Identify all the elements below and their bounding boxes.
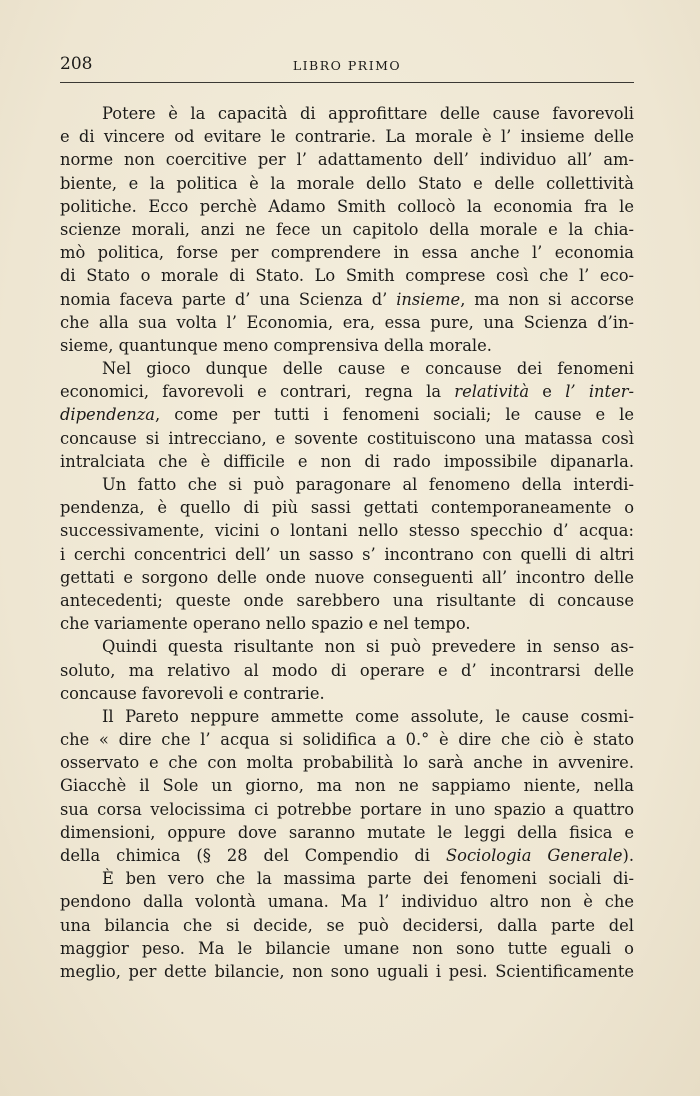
text-line: Potere è la capacità di approfittare delle cause favorevoli: [102, 104, 634, 123]
text-line: pendono dalla volontà umana. Ma l’ individuo altro non è che: [60, 892, 634, 912]
text-line: osservato e che con molta probabilità lo sarà anche in avvenire.: [60, 753, 634, 773]
text-line: dipendenza, come per tutti i fenomeni sociali; le cause e le: [60, 405, 634, 425]
text-line: gettati e sorgono delle onde nuove conseguenti all’ incontro delle: [60, 567, 634, 587]
text-line: di Stato o morale di Stato. Lo Smith comprese così che l’ eco-: [60, 266, 634, 286]
text-line: antecedenti; queste onde sarebbero una risultante di concause: [60, 590, 634, 610]
text-line: pendenza, è quello di più sassi gettati contemporaneamente o: [60, 498, 634, 518]
text-line: concause si intrecciano, e sovente costituiscono una matassa così: [60, 428, 634, 448]
text-line: Un fatto che si può paragonare al fenomeno della interdi-: [102, 475, 634, 494]
text-line: maggior peso. Ma le bilancie umane non sono tutte eguali o: [60, 938, 634, 958]
text-line: sieme, quantunque meno comprensiva della morale.: [60, 335, 492, 355]
text-line: politiche. Ecco perchè Adamo Smith collocò la economia fra le: [60, 196, 634, 216]
text-line: norme non coercitive per l’ adattamento dell’ individuo all’ am-: [60, 150, 634, 170]
text-line: nomia faceva parte d’ una Scienza d’ insieme, ma non si accorse: [60, 289, 634, 309]
text-line: Quindi questa risultante non si può prevedere in senso as-: [102, 637, 634, 657]
text-line: che « dire che l’ acqua si solidifica a 0.° è dire che ciò è stato: [60, 730, 634, 750]
text-line: e di vincere od evitare le contrarie. La morale è l’ insieme delle: [60, 127, 634, 147]
running-head: LIBRO PRIMO: [292, 58, 402, 73]
text-line: concause favorevoli e contrarie.: [60, 683, 325, 703]
text-line: che variamente operano nello spazio e nel tempo.: [60, 614, 471, 634]
text-line: economici, favorevoli e contrari, regna la relatività e l’ inter-: [60, 382, 634, 402]
text-line: che alla sua volta l’ Economia, era, essa pure, una Scienza d’in-: [60, 312, 634, 332]
text-line: meglio, per dette bilancie, non sono uguali i pesi. Scientificamente: [60, 961, 634, 981]
page-number: 208: [60, 54, 93, 74]
text-line: scienze morali, anzi ne fece un capitolo della morale e la chia-: [60, 219, 634, 239]
text-line: i cerchi concentrici dell’ un sasso s’ incontrano con quelli di altri: [60, 544, 634, 564]
text-line: Il Pareto neppure ammette come assolute, le cause cosmi-: [102, 706, 634, 726]
page-header: [60, 52, 634, 83]
text-line: della chimica (§ 28 del Compendio di Sociologia Generale).: [60, 846, 634, 865]
text-line: Nel gioco dunque delle cause e concause dei fenomeni: [102, 359, 634, 379]
text-line: soluto, ma relativo al modo di operare e d’ incontrarsi delle: [60, 660, 634, 680]
text-line: sua corsa velocissima ci potrebbe portare in uno spazio a quattro: [60, 799, 634, 819]
text-line: mò politica, forse per comprendere in essa anche l’ economia: [60, 243, 634, 263]
text-line: Giacchè il Sole un giorno, ma non ne sappiamo niente, nella: [60, 776, 634, 796]
text-line: dimensioni, oppure dove saranno mutate le leggi della fisica e: [60, 822, 634, 842]
text-line: biente, e la politica è la morale dello Stato e delle collettività: [60, 173, 634, 193]
text-line: È ben vero che la massima parte dei fenomeni sociali di-: [102, 869, 634, 889]
body-text: [60, 102, 634, 983]
text-line: intralciata che è difficile e non di rado impossibile dipanarla.: [60, 451, 634, 471]
text-line: successivamente, vicini o lontani nello stesso specchio d’ acqua:: [60, 521, 634, 541]
text-line: una bilancia che si decide, se può decidersi, dalla parte del: [60, 915, 634, 935]
